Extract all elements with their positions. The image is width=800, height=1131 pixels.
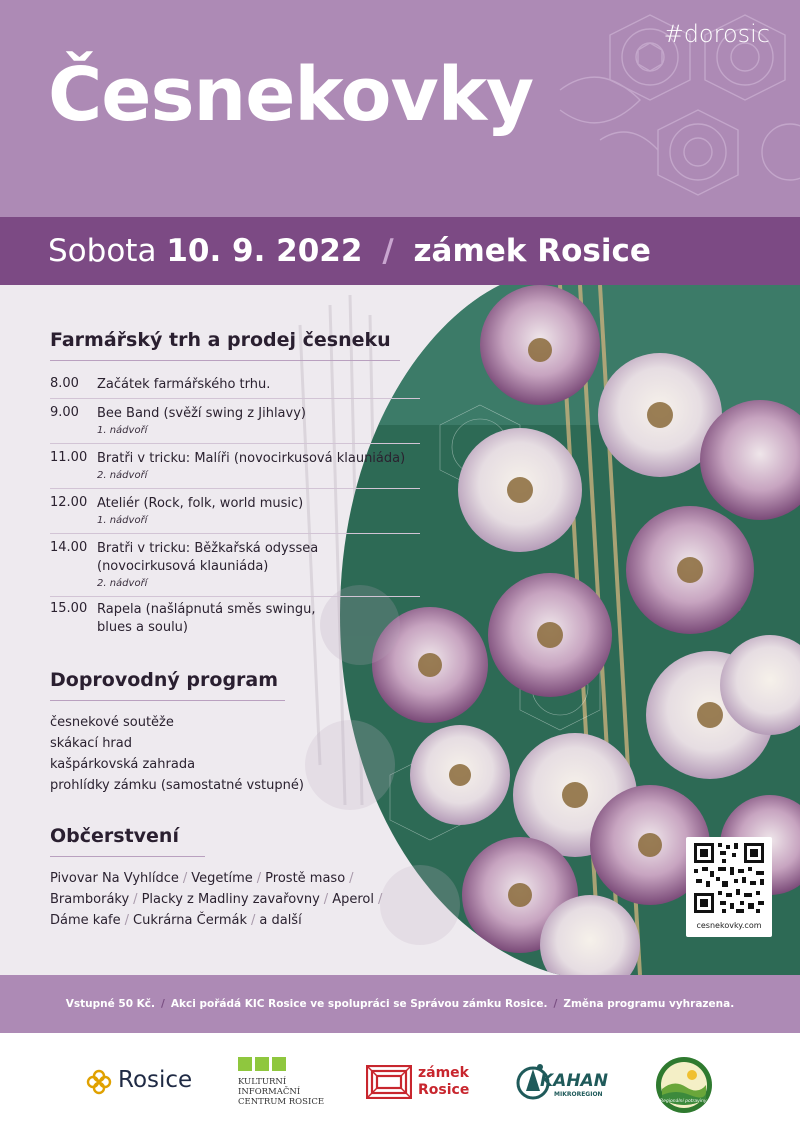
accompanying-title: Doprovodný program [50, 669, 279, 691]
schedule-desc: Ateliér (Rock, folk, world music) 1. nádvoří [97, 495, 303, 529]
qr-code-icon [686, 837, 772, 921]
zamek-logo-text: zámek Rosice [418, 1065, 470, 1098]
program-item: prohlídky zámku (samostatné vstupné) [50, 778, 304, 793]
schedule-desc: Rapela (našlápnutá směs swingu, blues a soulu) [97, 602, 316, 635]
schedule-venue-note: 1. nádvoří [97, 425, 148, 436]
date-line [48, 233, 651, 269]
schedule-desc: Začátek farmářského trhu. [97, 377, 271, 392]
event-title: Česnekovky [48, 52, 534, 138]
schedule-divider [50, 533, 420, 534]
main-area [0, 285, 800, 975]
section-divider [50, 856, 205, 857]
refreshments-title: Občerstvení [50, 825, 179, 847]
partner-logos [0, 1033, 800, 1131]
event-date: 10. 9. 2022 [166, 233, 363, 269]
farm-market-title: Farmářský trh a prodej česneku [50, 329, 391, 351]
schedule-venue-note: 1. nádvoří [97, 515, 148, 526]
venue-label: zámek Rosice [413, 233, 651, 269]
schedule-time: 11.00 [50, 450, 88, 465]
day-label: Sobota [48, 233, 157, 269]
program-item: česnekové soutěže [50, 715, 174, 730]
schedule-divider [50, 443, 420, 444]
program-item: skákací hrad [50, 736, 132, 751]
schedule-desc: Bratři v tricku: Malíři (novocirkusová klauniáda) 2. nádvoří [97, 450, 405, 484]
date-band [0, 217, 800, 285]
kahan-logo-text: KAHAN [540, 1071, 608, 1091]
schedule-time: 15.00 [50, 601, 88, 616]
entry-fee: Vstupné 50 Kč. [65, 998, 156, 1010]
rosice-flower-icon [86, 1069, 112, 1095]
schedule-venue-note: 2. nádvoří [97, 578, 148, 589]
schedule-time: 9.00 [50, 405, 79, 420]
schedule-divider [50, 488, 420, 489]
program-item: kašpárkovská zahrada [50, 757, 196, 772]
hashtag: #dorosic [663, 20, 770, 48]
footer-info: Vstupné 50 Kč. / Akci pořádá KIC Rosice ve spolupráci se Správou zámku Rosice. / Změna programu vyhrazena. [65, 998, 735, 1010]
schedule-desc: Bratři v tricku: Běžkařská odyssea (novocirkusová klauniáda) 2. nádvoří [97, 540, 318, 592]
kahan-logo-subtext: MIKROREGION [554, 1091, 603, 1098]
kic-logo-text: KULTURNÍ INFORMAČNÍ CENTRUM ROSICE [238, 1077, 325, 1107]
program-content [0, 285, 800, 975]
schedule-time: 14.00 [50, 540, 88, 555]
change-note: Změna programu vyhrazena. [563, 998, 735, 1010]
regional-product-badge-icon [654, 1055, 714, 1115]
regional-product-text: Regionální potraviny [660, 1099, 707, 1104]
qr-code[interactable] [686, 837, 772, 937]
schedule-time: 12.00 [50, 495, 88, 510]
organizer-note: Akci pořádá KIC Rosice ve spolupráci se Správou zámku Rosice. [170, 998, 548, 1010]
castle-frame-icon [366, 1065, 412, 1099]
vendor-line: Pivovar Na Vyhlídce / Vegetíme / Prostě maso / [50, 871, 354, 886]
date-separator: / [382, 233, 394, 269]
schedule-divider [50, 596, 420, 597]
footer-band [0, 975, 800, 1033]
vendor-line: Bramboráky / Placky z Madliny zavařovny / Aperol / [50, 892, 383, 907]
header-banner [0, 0, 800, 217]
schedule-divider [50, 398, 420, 399]
schedule-desc: Bee Band (svěží swing z Jihlavy) 1. nádvoří [97, 405, 306, 439]
schedule-time: 8.00 [50, 376, 79, 391]
section-divider [50, 360, 400, 361]
kic-squares-icon [238, 1057, 288, 1071]
qr-url: cesnekovky.com [696, 921, 762, 930]
rosice-logo-text: Rosice [118, 1067, 193, 1093]
schedule-venue-note: 2. nádvoří [97, 470, 148, 481]
section-divider [50, 700, 285, 701]
vendor-line: Dáme kafe / Cukrárna Čermák / a další [50, 913, 302, 928]
